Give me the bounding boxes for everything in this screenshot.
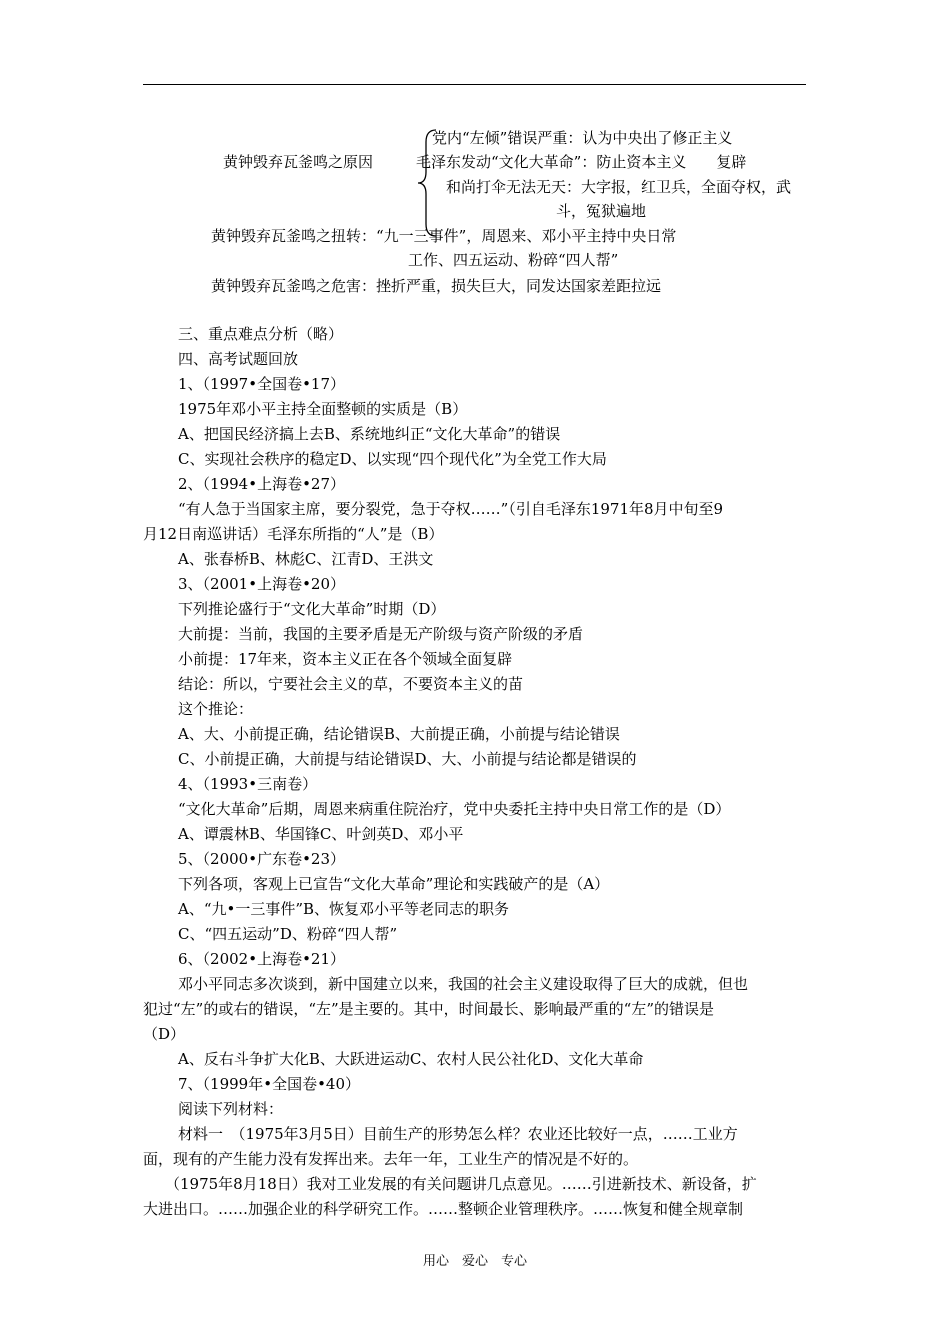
- question-5-source: 5、（2000•广东卷•23）: [178, 850, 346, 868]
- question-3-minor-premise: 小前提：17年来，资本主义正在各个领域全面复辟: [178, 650, 513, 668]
- question-5-stem: 下列各项，客观上已宣告“文化大革命”理论和实践破产的是（A）: [178, 875, 610, 893]
- cause-item-3: 和尚打伞无法无天：大字报，红卫兵，全面夺权，武: [446, 178, 792, 196]
- harm-line: 黄钟毁弃瓦釜鸣之危害：挫折严重，损失巨大，同发达国家差距拉远: [211, 277, 662, 295]
- question-6-options: A、反右斗争扩大化B、大跃进运动C、农村人民公社化D、文化大革命: [178, 1050, 644, 1068]
- cause-item-2: 毛泽东发动“文化大革命”：防止资本主义 复辟: [416, 153, 747, 171]
- question-1-options-2: C、实现社会秩序的稳定D、以实现“四个现代化”为全党工作大局: [178, 450, 607, 468]
- material-1-line-2: 面，现有的产生能力没有发挥出来。去年一年，工业生产的情况是不好的。: [143, 1150, 639, 1168]
- question-3-options-1: A、大、小前提正确，结论错误B、大前提正确，小前提与结论错误: [178, 725, 620, 743]
- section-4-heading: 四、高考试题回放: [178, 350, 299, 368]
- question-3-options-2: C、小前提正确，大前提与结论错误D、大、小前提与结论都是错误的: [178, 750, 637, 768]
- cause-item-4: 斗，冤狱遍地: [556, 202, 647, 220]
- question-5-options-1: A、“九•一三事件”B、恢复邓小平等老同志的职务: [178, 900, 510, 918]
- header-rule: [143, 84, 806, 85]
- material-1-line-3: （1975年8月18日）我对工业发展的有关问题讲几点意见。……引进新技术、新设备，扩: [165, 1175, 757, 1193]
- question-1-options-1: A、把国民经济搞上去B、系统地纠正“文化大革命”的错误: [178, 425, 561, 443]
- question-2-stem-1: “有人急于当国家主席，要分裂党，急于夺权……”（引自毛泽东1971年8月中旬至9: [178, 500, 724, 518]
- question-1-source: 1、（1997•全国卷•17）: [178, 375, 346, 393]
- question-3-stem: 下列推论盛行于“文化大革命”时期（D）: [178, 600, 446, 618]
- question-1-stem: 1975年邓小平主持全面整顿的实质是（B）: [178, 400, 468, 418]
- cause-item-1: 党内“左倾”错误严重：认为中央出了修正主义: [432, 129, 733, 147]
- question-2-options: A、张春桥B、林彪C、江青D、王洪文: [178, 550, 434, 568]
- cause-label: 黄钟毁弃瓦釜鸣之原因: [223, 153, 374, 171]
- page-footer: 用心 爱心 专心: [422, 1254, 527, 1269]
- question-7-prompt: 阅读下列材料：: [178, 1100, 284, 1118]
- question-4-stem: “文化大革命”后期，周恩来病重住院治疗，党中央委托主持中央日常工作的是（D）: [178, 800, 731, 818]
- question-3-prompt: 这个推论：: [178, 700, 254, 718]
- question-2-stem-2: 月12日南巡讲话）毛泽东所指的“人”是（B）: [143, 525, 444, 543]
- question-3-source: 3、（2001•上海卷•20）: [178, 575, 346, 593]
- question-6-stem-1: 邓小平同志多次谈到，新中国建立以来，我国的社会主义建设取得了巨大的成就，但也: [178, 975, 749, 993]
- question-2-source: 2、（1994•上海卷•27）: [178, 475, 346, 493]
- question-6-stem-3: （D）: [143, 1025, 186, 1043]
- question-4-options: A、谭震林B、华国锋C、叶剑英D、邓小平: [178, 825, 464, 843]
- question-3-major-premise: 大前提：当前，我国的主要矛盾是无产阶级与资产阶级的矛盾: [178, 625, 584, 643]
- question-7-source: 7、（1999年•全国卷•40）: [178, 1075, 361, 1093]
- section-3-heading: 三、重点难点分析（略）: [178, 325, 344, 343]
- question-3-conclusion: 结论：所以，宁要社会主义的草，不要资本主义的苗: [178, 675, 524, 693]
- turn-line-1: 黄钟毁弃瓦釜鸣之扭转：“九一三事件”，周恩来、邓小平主持中央日常: [211, 227, 677, 245]
- question-6-source: 6、（2002•上海卷•21）: [178, 950, 346, 968]
- question-5-options-2: C、“四五运动”D、粉碎“四人帮”: [178, 925, 398, 943]
- material-1-line-1: 材料一 （1975年3月5日）目前生产的形势怎么样？农业还比较好一点，……工业方: [178, 1125, 738, 1143]
- turn-line-2: 工作、四五运动、粉碎“四人帮”: [408, 251, 619, 269]
- question-6-stem-2: 犯过“左”的或右的错误，“左”是主要的。其中，时间最长、影响最严重的“左”的错误是: [143, 1000, 715, 1018]
- question-4-source: 4、（1993•三南卷）: [178, 775, 318, 793]
- material-1-line-4: 大进出口。……加强企业的科学研究工作。……整顿企业管理秩序。……恢复和健全规章制: [143, 1200, 744, 1218]
